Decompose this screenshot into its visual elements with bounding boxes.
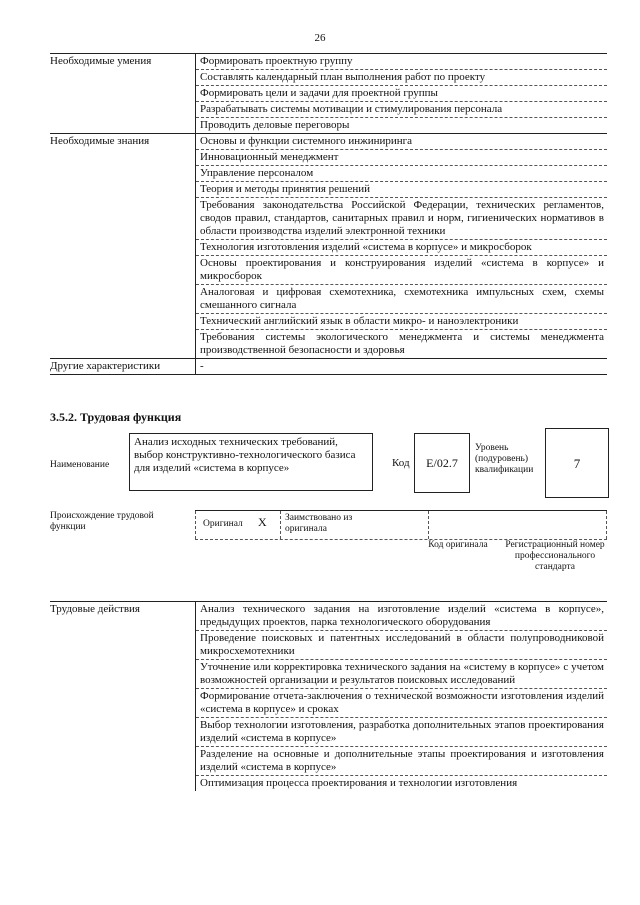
- knowledge-item: Технический английский язык в области микро- и наноэлектроники: [196, 314, 608, 330]
- code-original-caption: Код оригинала: [428, 540, 488, 550]
- function-name-box: Анализ исходных технических требований, выбор конструктивно-технологического базиса для изделий «система в корпусе»: [129, 433, 373, 491]
- level-box: 7: [545, 428, 609, 498]
- reg-number-caption: Регистрационный номер профессионального стандарта: [505, 540, 605, 572]
- page-number: 26: [314, 32, 326, 44]
- origin-label: Происхождение трудовой функции: [50, 511, 154, 532]
- action-item: Оптимизация процесса проектирования и технологии изготовления: [200, 777, 518, 789]
- action-item: Проведение поисковых и патентных исследований в области полупроводниковой микросхемотехники: [196, 631, 608, 660]
- labor-actions-table: [50, 601, 607, 791]
- knowledge-item: Требования системы экологического менеджмента и системы менеджмента производственной безопасности и здоровья: [196, 330, 608, 359]
- original-label: Оригинал: [203, 519, 243, 529]
- skill-item: Разрабатывать системы мотивации и стимулирования персонала: [196, 102, 608, 118]
- code-box: E/02.7: [414, 433, 470, 493]
- knowledge-item: Аналоговая и цифровая схемотехника, схемотехника импульсных схем, схемы смешанного сигнала: [196, 285, 608, 314]
- skill-item: Составлять календарный план выполнения работ по проекту: [196, 70, 608, 86]
- original-mark: X: [258, 515, 267, 529]
- other-value: -: [196, 359, 608, 375]
- knowledge-label: Необходимые знания: [50, 134, 196, 359]
- knowledge-item: Основы и функции системного инжиниринга: [196, 134, 608, 150]
- level-label: Уровень (подуровень) квалификации: [475, 443, 534, 475]
- action-item: Уточнение или корректировка технического задания на «систему в корпусе» с учетом возможностей организации и результатов поисковых исследований: [196, 660, 608, 689]
- action-item: Выбор технологии изготовления, разработка дополнительных этапов проектирования изделий «система в корпусе»: [196, 718, 608, 747]
- skill-item: Формировать проектную группу: [196, 54, 608, 70]
- origin-row: [195, 510, 607, 540]
- knowledge-item: Основы проектирования и конструирования изделий «система в корпусе» и микросборок: [196, 256, 608, 285]
- action-item: Разделение на основные и дополнительные этапы проектирования и изготовления изделий «система в корпусе»: [196, 747, 608, 776]
- actions-label: Трудовые действия: [50, 602, 196, 792]
- knowledge-item: Требования законодательства Российской Федерации, технических регламентов, сводов правил, стандартов, санитарных правил и норм, гигиенических нормативов в области производства изделий электронной техники: [196, 198, 608, 240]
- other-label: Другие характеристики: [50, 359, 196, 375]
- name-label: Наименование: [50, 460, 110, 470]
- code-label: Код: [392, 457, 410, 469]
- knowledge-item: Управление персоналом: [196, 166, 608, 182]
- skill-item: Формировать цели и задачи для проектной группы: [196, 86, 608, 102]
- skill-item: Проводить деловые переговоры: [196, 118, 608, 134]
- borrowed-label: Заимствовано из оригинала: [285, 513, 353, 534]
- knowledge-item: Инновационный менеджмент: [196, 150, 608, 166]
- skills-label: Необходимые умения: [50, 54, 196, 134]
- knowledge-item: Технология изготовления изделий «система в корпусе» и микросборок: [196, 240, 608, 256]
- action-item: Формирование отчета-заключения о технической возможности изготовления изделий «система в корпусе» и сроках: [196, 689, 608, 718]
- section-title: 3.5.2. Трудовая функция: [50, 410, 182, 424]
- knowledge-item: Теория и методы принятия решений: [196, 182, 608, 198]
- action-item: Анализ технического задания на изготовление изделий «система в корпусе», предыдущих проектов, парка технологического оборудования: [196, 602, 608, 631]
- requirements-table: [50, 53, 607, 375]
